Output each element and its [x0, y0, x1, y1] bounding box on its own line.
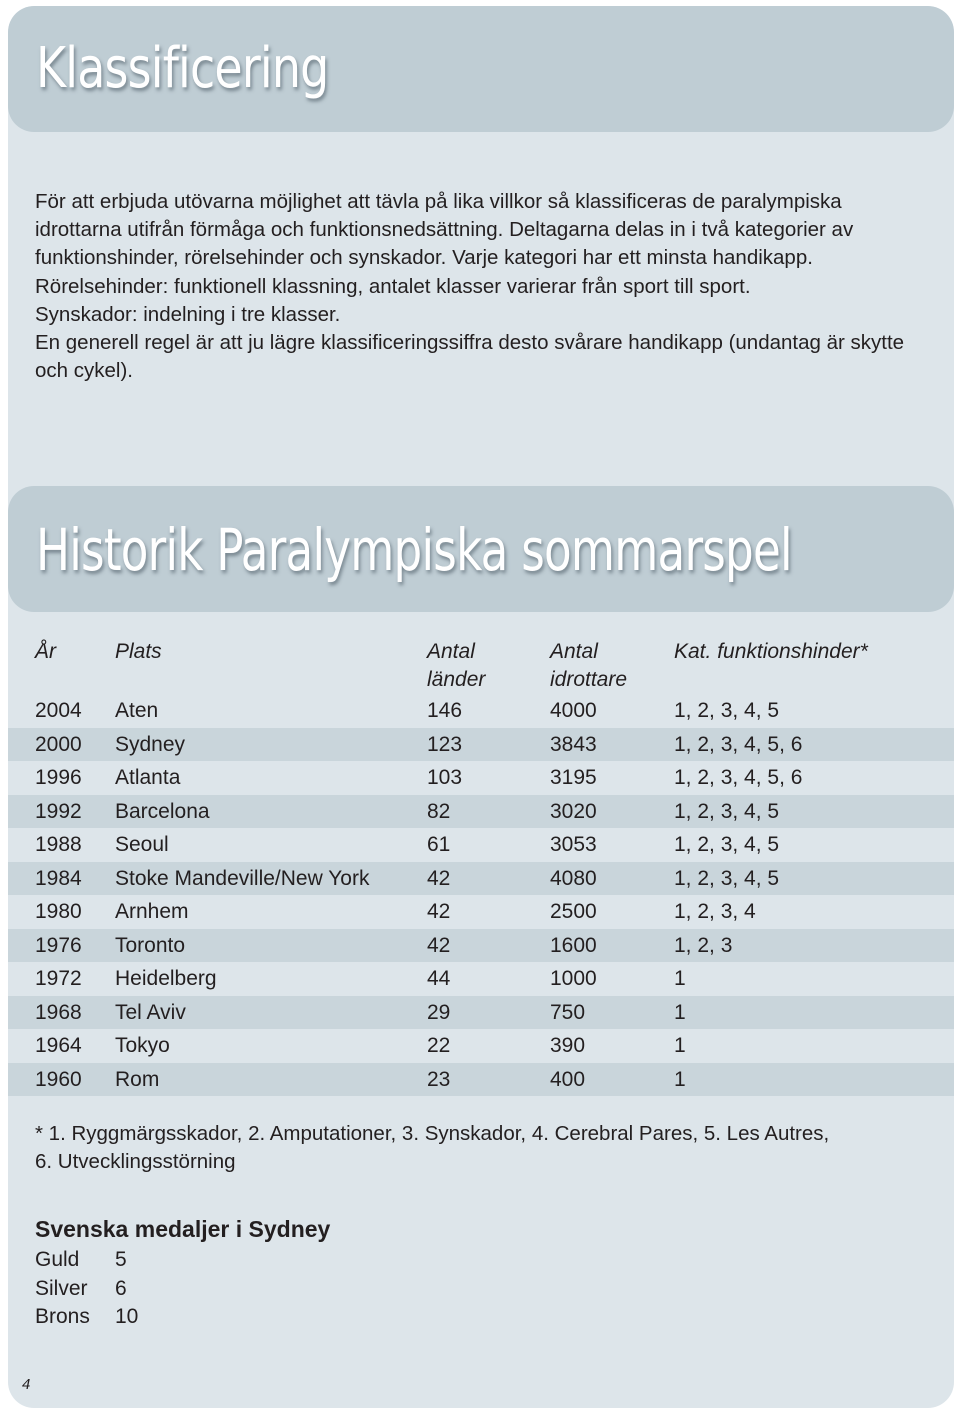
- cell-athletes: 400: [550, 1067, 586, 1091]
- cell-countries: 82: [427, 799, 451, 823]
- cell-athletes: 3053: [550, 833, 597, 856]
- cell-countries: 29: [427, 1000, 451, 1024]
- column-header-athletes-line2: idrottare: [550, 668, 628, 691]
- table-row: [8, 694, 954, 728]
- column-header-athletes-line1: Antal: [550, 640, 598, 663]
- vision-paragraph: Synskador: indelning i tre klasser.: [35, 302, 341, 326]
- column-header-countries: [427, 638, 485, 694]
- column-header-category: Kat. funktionshinder*: [674, 640, 868, 663]
- cell-category: 1, 2, 3, 4, 5: [674, 833, 780, 856]
- cell-athletes: 2500: [550, 900, 597, 923]
- cell-countries: 42: [427, 866, 451, 890]
- table-row: [8, 996, 954, 1030]
- cell-category: 1, 2, 3, 4, 5: [674, 699, 780, 722]
- cell-place: Tel Aviv: [115, 1000, 186, 1024]
- table-row: [8, 1063, 954, 1097]
- medal-row-silver: [35, 1275, 235, 1304]
- column-header-countries-line1: Antal: [427, 640, 475, 663]
- cell-category: 1, 2, 3, 4: [674, 900, 756, 923]
- cell-category: 1: [674, 1034, 686, 1057]
- mobility-paragraph: Rörelsehinder: funktionell klassning, antalet klasser varierar från sport till sport.: [35, 274, 751, 298]
- medal-count: 5: [115, 1248, 127, 1271]
- table-row: [8, 761, 954, 795]
- cell-category: 1: [674, 967, 686, 990]
- classification-text: [35, 188, 925, 385]
- cell-year: 1992: [35, 799, 82, 823]
- cell-athletes: 390: [550, 1034, 586, 1057]
- cell-place: Sydney: [115, 732, 186, 756]
- cell-countries: 42: [427, 900, 451, 923]
- cell-place: Stoke Mandeville/New York: [115, 866, 370, 890]
- medal-row-gold: [35, 1246, 235, 1275]
- cell-year: 2000: [35, 732, 82, 756]
- cell-year: 1988: [35, 833, 82, 856]
- cell-year: 1996: [35, 766, 82, 789]
- history-heading: Historik Paralympiska sommarspel: [36, 516, 792, 584]
- table-row: [8, 862, 954, 896]
- medal-label: Silver: [35, 1276, 88, 1300]
- table-row: [8, 795, 954, 829]
- general-rule-paragraph: En generell regel är att ju lägre klassificeringssiffra desto svårare handikapp (undantag är skytte och cykel).: [35, 331, 905, 383]
- history-table: [8, 694, 954, 1096]
- cell-place: Seoul: [115, 833, 169, 856]
- footnote-line-2: 6. Utvecklingsstörning: [35, 1150, 236, 1173]
- cell-category: 1, 2, 3, 4, 5, 6: [674, 766, 803, 789]
- cell-countries: 44: [427, 967, 451, 990]
- cell-year: 1980: [35, 900, 82, 923]
- medal-count: 10: [115, 1305, 139, 1328]
- cell-place: Heidelberg: [115, 967, 217, 990]
- cell-year: 1968: [35, 1000, 82, 1024]
- history-table-header: [35, 638, 935, 694]
- cell-category: 1, 2, 3, 4, 5: [674, 866, 780, 890]
- cell-place: Barcelona: [115, 799, 210, 823]
- cell-countries: 103: [427, 766, 463, 789]
- cell-category: 1, 2, 3: [674, 933, 733, 957]
- medal-count: 6: [115, 1276, 127, 1300]
- cell-year: 1984: [35, 866, 82, 890]
- cell-category: 1: [674, 1000, 686, 1024]
- page-number: 4: [22, 1376, 31, 1393]
- classification-heading: Klassificering: [36, 36, 329, 101]
- cell-athletes: 4000: [550, 699, 597, 722]
- cell-athletes: 4080: [550, 866, 597, 890]
- cell-year: 2004: [35, 699, 82, 722]
- cell-year: 1964: [35, 1034, 82, 1057]
- intro-paragraph: För att erbjuda utövarna möjlighet att tävla på lika villkor så klassificeras de paralympiska idrottarna utifrån förmåga och funktionsnedsättning. Deltagarna delas in i två kategorier av funktionshinder, rörelsehinder och synskador. Varje kategori har ett minsta handikapp.: [35, 190, 854, 270]
- cell-countries: 22: [427, 1034, 451, 1057]
- cell-countries: 42: [427, 933, 451, 957]
- cell-athletes: 3843: [550, 732, 597, 756]
- column-header-countries-line2: länder: [427, 668, 486, 691]
- cell-athletes: 3195: [550, 766, 597, 789]
- cell-year: 1976: [35, 933, 82, 957]
- medal-label: Guld: [35, 1248, 80, 1271]
- column-header-athletes: [550, 638, 627, 694]
- cell-countries: 61: [427, 833, 451, 856]
- category-footnote: [35, 1120, 915, 1176]
- column-header-place: Plats: [115, 640, 162, 663]
- cell-place: Rom: [115, 1067, 160, 1091]
- page: [8, 6, 954, 1408]
- cell-athletes: 750: [550, 1000, 586, 1024]
- cell-category: 1, 2, 3, 4, 5: [674, 799, 780, 823]
- table-row: [8, 828, 954, 862]
- medal-row-bronze: [35, 1303, 235, 1332]
- cell-category: 1: [674, 1067, 686, 1091]
- table-row: [8, 728, 954, 762]
- medals-list: [35, 1246, 235, 1332]
- cell-year: 1972: [35, 967, 82, 990]
- cell-place: Arnhem: [115, 900, 189, 923]
- table-row: [8, 962, 954, 996]
- table-row: [8, 1029, 954, 1063]
- cell-year: 1960: [35, 1067, 82, 1091]
- cell-countries: 146: [427, 699, 463, 722]
- medal-label: Brons: [35, 1305, 90, 1328]
- cell-place: Tokyo: [115, 1034, 170, 1057]
- cell-athletes: 1000: [550, 967, 597, 990]
- footnote-line-1: * 1. Ryggmärgsskador, 2. Amputationer, 3. Synskador, 4. Cerebral Pares, 5. Les Autres,: [35, 1122, 830, 1145]
- cell-place: Aten: [115, 699, 159, 722]
- cell-place: Atlanta: [115, 766, 181, 789]
- cell-countries: 23: [427, 1067, 451, 1091]
- cell-category: 1, 2, 3, 4, 5, 6: [674, 732, 803, 756]
- cell-athletes: 3020: [550, 799, 597, 823]
- table-row: [8, 929, 954, 963]
- medals-title: Svenska medaljer i Sydney: [35, 1216, 331, 1242]
- cell-place: Toronto: [115, 933, 186, 957]
- column-header-year: År: [35, 640, 56, 663]
- table-row: [8, 895, 954, 929]
- cell-athletes: 1600: [550, 933, 597, 957]
- cell-countries: 123: [427, 732, 463, 756]
